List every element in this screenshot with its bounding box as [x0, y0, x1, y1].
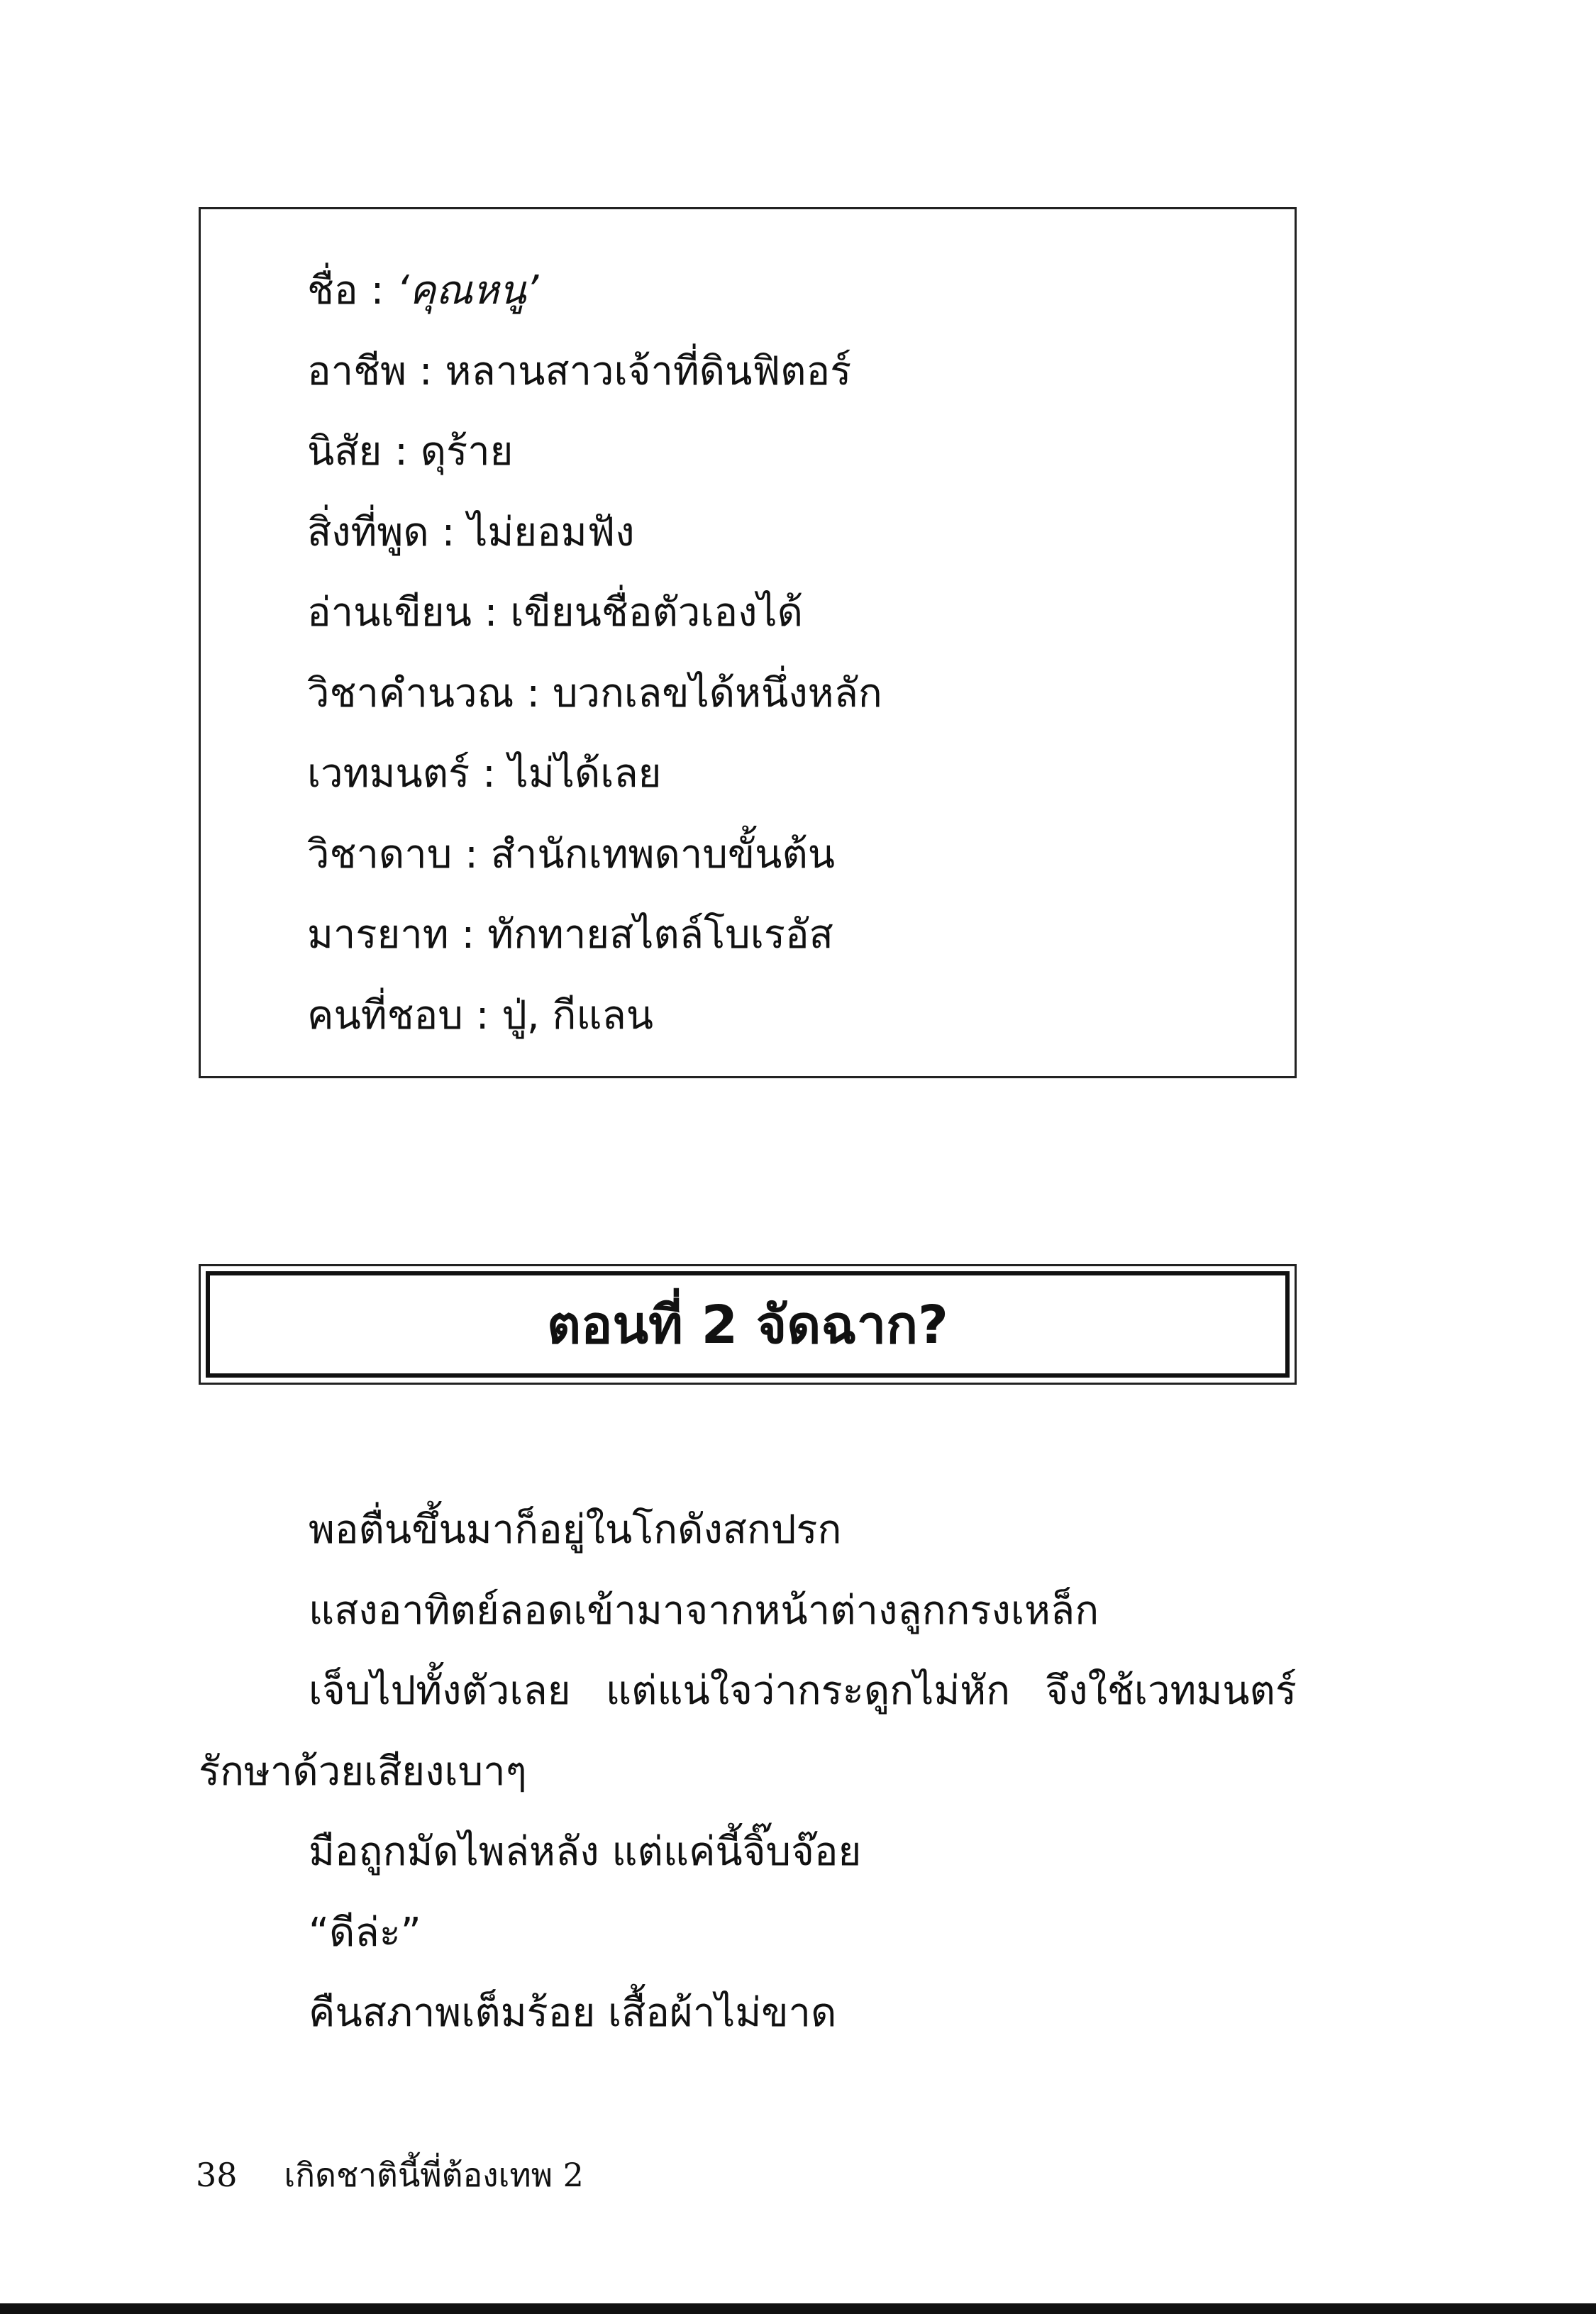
profile-row-likes: [307, 975, 882, 1056]
profile-row-swordsmanship: [307, 814, 882, 895]
profile-row-manners: [307, 895, 882, 975]
chapter-title: ตอนที่ 2 จัดฉาก?: [547, 1295, 948, 1356]
profile-label: มารยาท: [307, 912, 449, 958]
chapter-heading-inner: [206, 1271, 1290, 1378]
profile-separator: :: [462, 992, 502, 1039]
profile-label: สิ่งที่พูด: [307, 509, 429, 555]
profile-separator: :: [452, 831, 491, 878]
profile-label: เวทมนตร์: [307, 751, 470, 797]
profile-label: นิสัย: [307, 428, 382, 475]
paragraph: แสงอาทิตย์ลอดเข้ามาจากหน้าต่างลูกกรงเหล็ก: [309, 1587, 1099, 1634]
paragraph: พอตื่นขึ้นมาก็อยู่ในโกดังสกปรก: [309, 1507, 842, 1553]
paragraph: คืนสภาพเต็มร้อย เสื้อผ้าไม่ขาด: [309, 1990, 837, 2036]
profile-separator: :: [358, 267, 397, 314]
profile-row-literacy: [307, 572, 882, 653]
profile-value: หลานสาวเจ้าที่ดินฟิตอร์: [445, 348, 852, 394]
profile-separator: :: [428, 509, 468, 555]
profile-separator: :: [514, 670, 553, 716]
profile-separator: :: [471, 589, 511, 636]
character-profile-box: [199, 207, 1297, 1078]
profile-value: ทักทายสไตล์โบเรอัส: [487, 912, 833, 958]
profile-label: คนที่ชอบ: [307, 992, 463, 1039]
paragraph: มือถูกมัดไพล่หลัง แต่แค่นี้จิ๊บจ๊อย: [309, 1829, 862, 1875]
profile-value: ไม่ยอมฟัง: [467, 509, 635, 555]
profile-value: ‘คุณหนู’: [397, 267, 539, 314]
profile-label: อาชีพ: [307, 348, 406, 394]
book-title: เกิดชาตินี้พี่ต้องเทพ 2: [284, 2156, 584, 2194]
profile-row-temperament: [307, 411, 882, 492]
profile-value: สำนักเทพดาบขั้นต้น: [490, 831, 836, 878]
profile-separator: :: [382, 428, 421, 475]
page-number: 38: [196, 2156, 238, 2194]
profile-value: เขียนชื่อตัวเองได้: [510, 589, 803, 636]
profile-label: ชื่อ: [307, 267, 358, 314]
paragraph-dialogue: “ดีล่ะ”: [309, 1909, 421, 1956]
profile-list: [307, 250, 882, 1056]
profile-value: ปู่, กีแลน: [501, 992, 654, 1039]
profile-value: ดุร้าย: [420, 428, 514, 475]
story-body: [199, 1490, 1297, 2054]
profile-separator: :: [470, 751, 509, 797]
profile-label: อ่านเขียน: [307, 589, 472, 636]
page-footer: [196, 2149, 584, 2201]
profile-value: บวกเลขได้หนึ่งหลัก: [552, 670, 882, 716]
profile-row-name: [307, 250, 882, 331]
paragraph: เจ็บไปทั้งตัวเลย แต่แน่ใจว่ากระดูกไม่หัก จึงใช้เวทมนตร์รักษาด้วยเสียงเบาๆ: [199, 1668, 1297, 1795]
profile-row-magic: [307, 733, 882, 814]
profile-label: วิชาดาบ: [307, 831, 453, 878]
profile-value: ไม่ได้เลย: [508, 751, 662, 797]
profile-separator: :: [448, 912, 488, 958]
chapter-heading-box: [199, 1264, 1297, 1385]
profile-label: วิชาคำนวณ: [307, 670, 514, 716]
profile-row-arithmetic: [307, 653, 882, 734]
profile-row-speech: [307, 492, 882, 573]
profile-separator: :: [406, 348, 445, 394]
profile-row-occupation: [307, 331, 882, 412]
bottom-rule: [0, 2303, 1596, 2314]
